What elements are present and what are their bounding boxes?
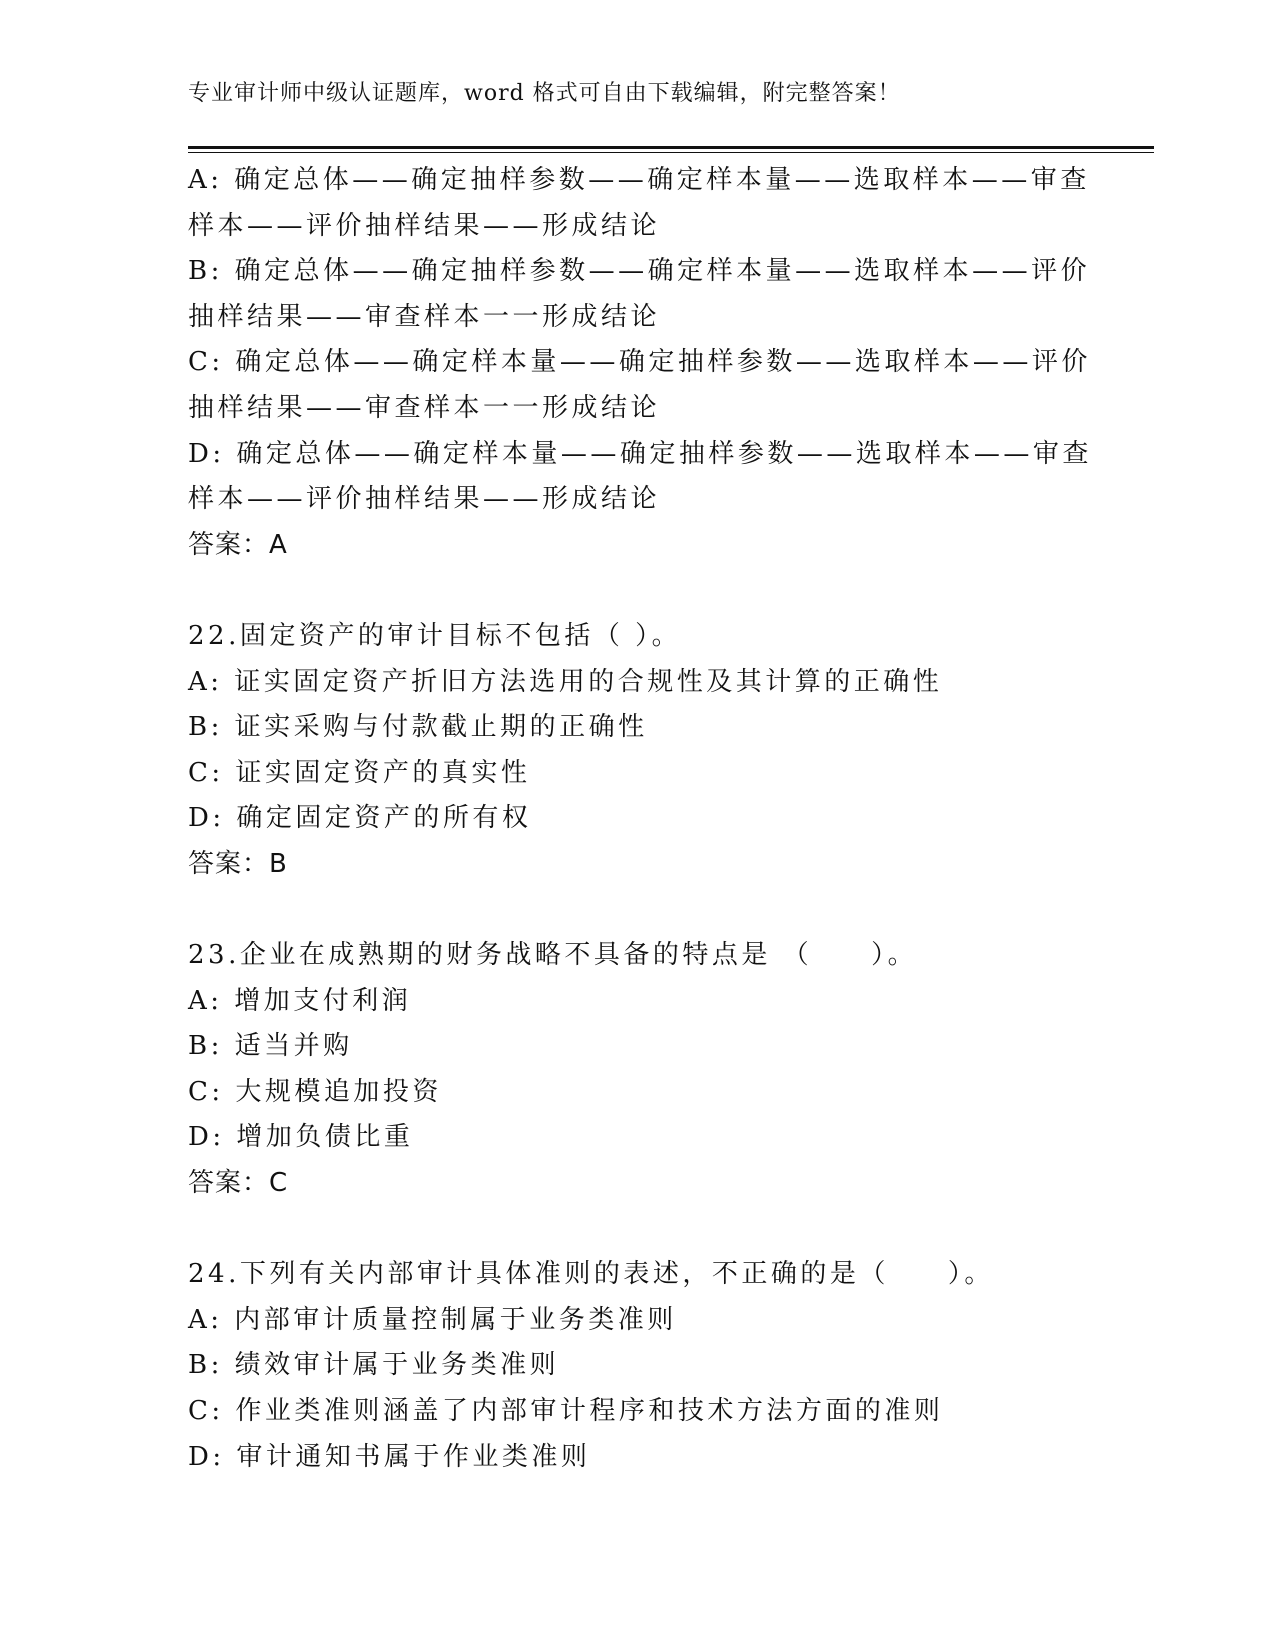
header-rule-thick <box>188 146 1154 149</box>
option-b-line-2: 抽样结果——审查样本一一形成结论 <box>188 301 661 332</box>
question-spacer <box>188 1207 1088 1253</box>
option-c-line-1: C: 确定总体——确定样本量——确定抽样参数——选取样本——评价 <box>188 347 1091 378</box>
option-d-line-2: 样本——评价抽样结果——形成结论 <box>188 484 661 515</box>
question-stem: 24.下列有关内部审计具体准则的表述，不正确的是（ ）。 <box>188 1259 994 1290</box>
option-d-line-1: D: 确定总体——确定样本量——确定抽样参数——选取样本——审查 <box>188 438 1092 469</box>
page-header: 专业审计师中级认证题库，word 格式可自由下载编辑，附完整答案！ <box>188 81 901 106</box>
option-a: A: 内部审计质量控制属于业务类准则 <box>188 1304 677 1335</box>
option-c-line-2: 抽样结果——审查样本一一形成结论 <box>188 392 661 423</box>
option-b: B: 适当并购 <box>188 1031 353 1062</box>
question-stem: 22.固定资产的审计目标不包括（ ）。 <box>188 620 682 651</box>
option-a: A: 增加支付利润 <box>188 985 412 1016</box>
answer-22: 答案：B <box>188 848 288 879</box>
question-21-options <box>188 158 1092 568</box>
option-b: B: 绩效审计属于业务类准则 <box>188 1350 560 1381</box>
option-c: C: 作业类准则涵盖了内部审计程序和技术方法方面的准则 <box>188 1396 944 1427</box>
question-23 <box>188 933 1088 1207</box>
question-24 <box>188 1252 1088 1480</box>
question-content <box>188 158 1092 1480</box>
option-a: A: 证实固定资产折旧方法选用的合规性及其计算的正确性 <box>188 666 943 697</box>
option-c: C: 证实固定资产的真实性 <box>188 757 531 788</box>
option-b: B: 证实采购与付款截止期的正确性 <box>188 712 648 743</box>
option-a-line-1: A: 确定总体——确定抽样参数——确定样本量——选取样本——审查 <box>188 165 1090 195</box>
question-stem: 23.企业在成熟期的财务战略不具备的特点是 （ ）。 <box>188 940 918 971</box>
option-d: D: 确定固定资产的所有权 <box>188 803 532 834</box>
header-rule-thin <box>188 152 1154 153</box>
option-c: C: 大规模追加投资 <box>188 1076 442 1107</box>
option-b-line-1: B: 确定总体——确定抽样参数——确定样本量——选取样本——评价 <box>188 256 1091 287</box>
answer-23: 答案：C <box>188 1168 289 1199</box>
question-22 <box>188 614 1088 888</box>
answer-21: 答案：A <box>188 529 288 560</box>
question-spacer <box>188 888 1088 934</box>
option-a-line-2: 样本——评价抽样结果——形成结论 <box>188 210 661 241</box>
option-d: D: 审计通知书属于作业类准则 <box>188 1441 591 1472</box>
question-spacer <box>188 568 1088 614</box>
option-d: D: 增加负债比重 <box>188 1122 414 1153</box>
